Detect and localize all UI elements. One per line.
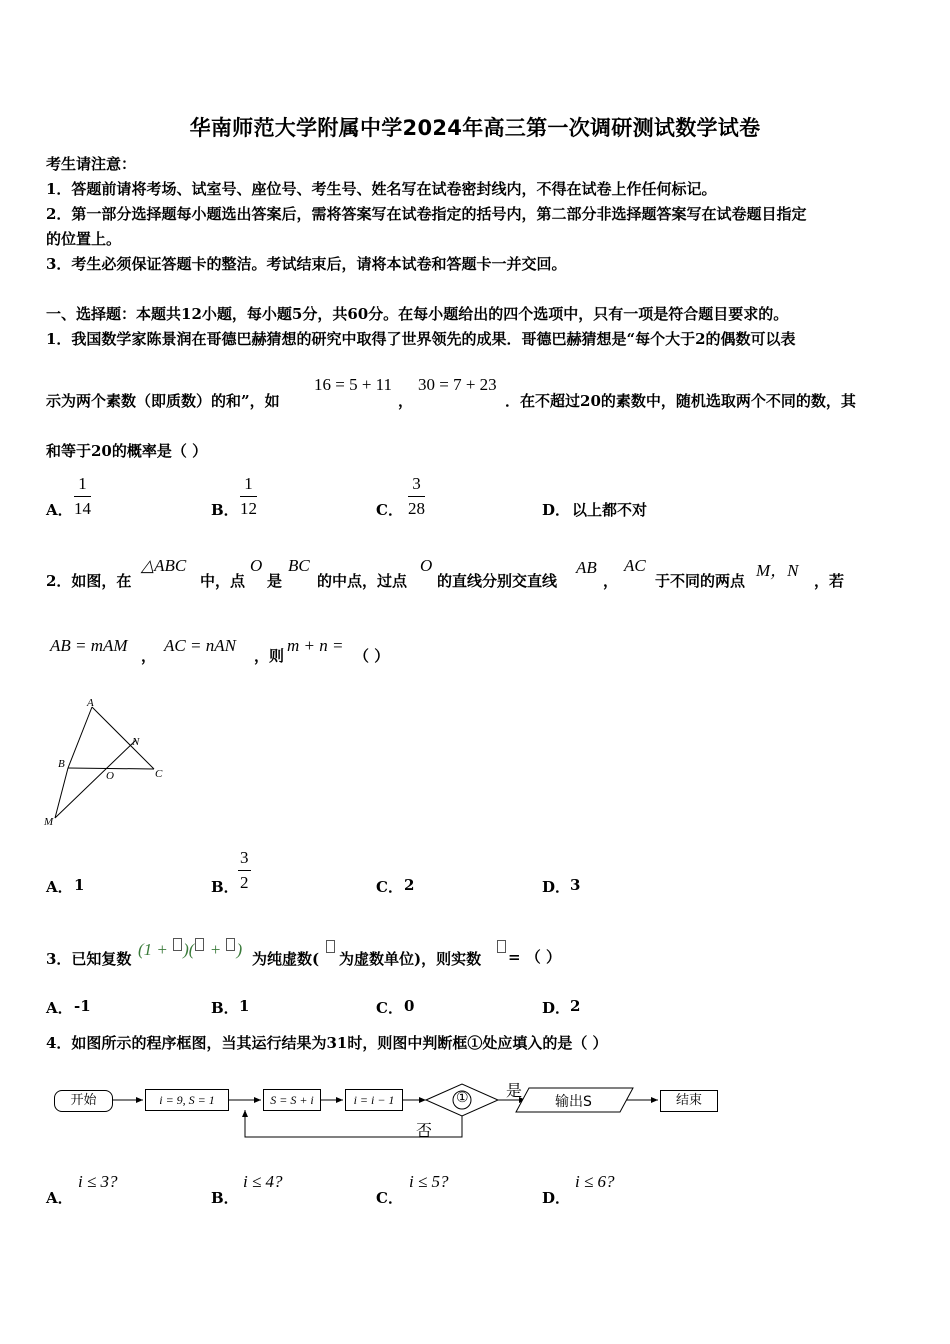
q1-option-b-num: 1 [240,474,257,497]
flow-decrement: i = i − 1 [345,1089,403,1111]
q3-p3: 为虚数单位)，则实数 [339,950,482,968]
q3-option-d-text: 2 [570,997,581,1015]
q1-line3: 和等于20的概率是（ ） [46,442,208,460]
q1-option-d-label: D． [542,501,571,519]
placeholder-box [226,938,235,951]
q4-text: 4．如图所示的程序框图，当其运行结果为31时，则图中判断框①处应填入的是（ ） [46,1034,608,1052]
flow-sum: S = S + i [263,1089,321,1111]
q3-expr-1: (1 + [138,940,173,959]
q3-p2: 为纯虚数( [252,950,320,968]
page-title: 华南师范大学附属中学2024年高三第一次调研测试数学试卷 [189,116,761,140]
q3-expr-2: )( [183,940,195,959]
q2-comma2: ， [141,647,157,665]
q1-line1: 1．我国数学家陈景润在哥德巴赫猜想的研究中取得了世界领先的成果．哥德巴赫猜想是“每个大于2的偶数可以表 [46,330,796,348]
line-ab [68,707,92,768]
q4-option-d-label: D． [542,1189,571,1207]
q1-line2a: 示为两个素数（即质数）的和”，如 [46,392,280,410]
q2-point-o-2: O [420,556,433,575]
q1-eq2: 30 = 7 + 23 [418,375,497,394]
q2-option-c-label: C． [376,878,403,896]
line-mn [55,740,136,818]
q3-option-a-label: A． [46,999,73,1017]
q1-option-c-den: 28 [408,499,425,518]
q2-comma1: ， [603,572,619,590]
q1-option-c-num: 3 [408,474,425,497]
q2-mn: M，N [756,561,799,580]
q2-point-o: O [250,556,263,575]
q4-option-a-label: A． [46,1189,73,1207]
q2-eq-c: m + n = [287,636,344,655]
q3-p1: 3．已知复数 [46,950,132,968]
flow-output: 输出S [555,1094,592,1110]
q3-expression [138,938,242,960]
placeholder-box [173,938,182,951]
line-bm [55,768,68,818]
q2-p9: （ ） [354,647,390,665]
flow-no-label: 否 [416,1121,433,1140]
q3-option-a-text: -1 [74,997,91,1015]
section-heading: 一、选择题：本题共12小题，每小题5分，共60分。在每小题给出的四个选项中，只有一项是符合题目要求的。 [46,305,789,323]
q3-placeholder-i [325,940,336,961]
q2-option-d-text: 3 [570,876,581,894]
q3-option-b-label: B． [211,999,239,1017]
notice-item-2: 2．第一部分选择题每小题选出答案后，需将答案写在试卷指定的括号内，第二部分非选择题答案写在试卷题目指定 [46,205,807,223]
q2-option-a-label: A． [46,878,73,896]
q2-eq-a: AB = mAM [50,636,128,655]
q2-figure-lines [55,707,154,818]
q2-p3: 是 [267,572,283,590]
q3-option-c-text: 0 [404,997,415,1015]
q4-option-c-label: C． [376,1189,403,1207]
flow-start: 开始 [54,1090,113,1112]
q1-eq1: 16 = 5 + 11 [314,375,393,394]
q2-option-c-text: 2 [404,876,415,894]
q2-p4: 的中点，过点 [317,572,408,590]
q2-p1: 2．如图，在 [46,572,132,590]
flow-init: i = 9, S = 1 [145,1089,229,1111]
q2-p6: 于不同的两点 [655,572,746,590]
q4-flowchart-lines [0,1070,950,1150]
q2-bc: BC [288,556,310,575]
q3-option-b-text: 1 [239,997,250,1015]
q2-option-a-text: 1 [74,876,85,894]
q2-ac: AC [624,556,646,575]
fig-label-a: A [87,697,94,709]
q2-option-d-label: D． [542,878,571,896]
fig-label-o: O [106,770,114,782]
q4-option-d-text: i ≤ 6? [575,1172,615,1191]
q3-p4: = （ ） [508,948,562,966]
notice-item-3: 3．考生必须保证答题卡的整洁。考试结束后，请将本试卷和答题卡一并交回。 [46,255,567,273]
q1-option-b-fraction [240,474,257,519]
q2-option-b-den: 2 [240,873,249,892]
q3-expr-4: ) [236,940,243,959]
fig-label-n: N [132,736,140,748]
q2-option-b-fraction [238,848,251,893]
q3-option-d-label: D． [542,999,571,1017]
q2-eq-b: AC = nAN [164,636,236,655]
q1-option-d-text: 以上都不对 [572,501,648,519]
q1-comma: ， [398,392,414,410]
q1-option-b-den: 12 [240,499,257,518]
q2-option-b-label: B． [211,878,239,896]
flow-condition-label: ① [456,1090,469,1106]
q3-placeholder-a [496,940,507,961]
notice-item-1: 1．答题前请将考场、试室号、座位号、考生号、姓名写在试卷密封线内，不得在试卷上作任何标记。 [46,180,717,198]
notice-heading: 考生请注意： [46,155,137,173]
q2-option-b-num: 3 [238,848,251,871]
q2-p2: 中，点 [200,572,246,590]
q4-option-c-text: i ≤ 5? [409,1172,449,1191]
line-bc [68,768,154,769]
line-ac [92,707,154,769]
q1-option-a-label: A． [46,501,73,519]
notice-item-2-cont: 的位置上。 [46,230,122,248]
q2-triangle-figure [40,692,180,832]
q1-line2b: ．在不超过20的素数中，随机选取两个不同的数，其 [505,392,856,410]
q1-option-b-label: B． [211,501,239,519]
q2-p5: 的直线分别交直线 [437,572,558,590]
placeholder-box [195,938,204,951]
q1-option-a-num: 1 [74,474,91,497]
q2-ab: AB [576,558,597,577]
q1-option-c-label: C． [376,501,403,519]
flow-yes-label: 是 [506,1081,523,1100]
q3-expr-3: + [205,940,226,959]
q2-p8: ，则 [254,647,285,665]
q1-option-a-fraction [74,474,91,519]
q2-triangle: △ABC [141,556,187,575]
placeholder-box [497,940,506,953]
fig-label-c: C [155,768,163,780]
flow-end: 结束 [660,1090,718,1112]
fig-label-b: B [58,758,65,770]
fig-label-m: M [44,816,54,828]
q3-option-c-label: C． [376,999,403,1017]
placeholder-box [326,940,335,953]
q1-option-a-den: 14 [74,499,91,518]
q4-option-b-label: B． [211,1189,239,1207]
q1-option-c-fraction [408,474,425,519]
q4-option-a-text: i ≤ 3? [78,1172,118,1191]
q2-p7: ，若 [814,572,845,590]
q4-option-b-text: i ≤ 4? [243,1172,283,1191]
